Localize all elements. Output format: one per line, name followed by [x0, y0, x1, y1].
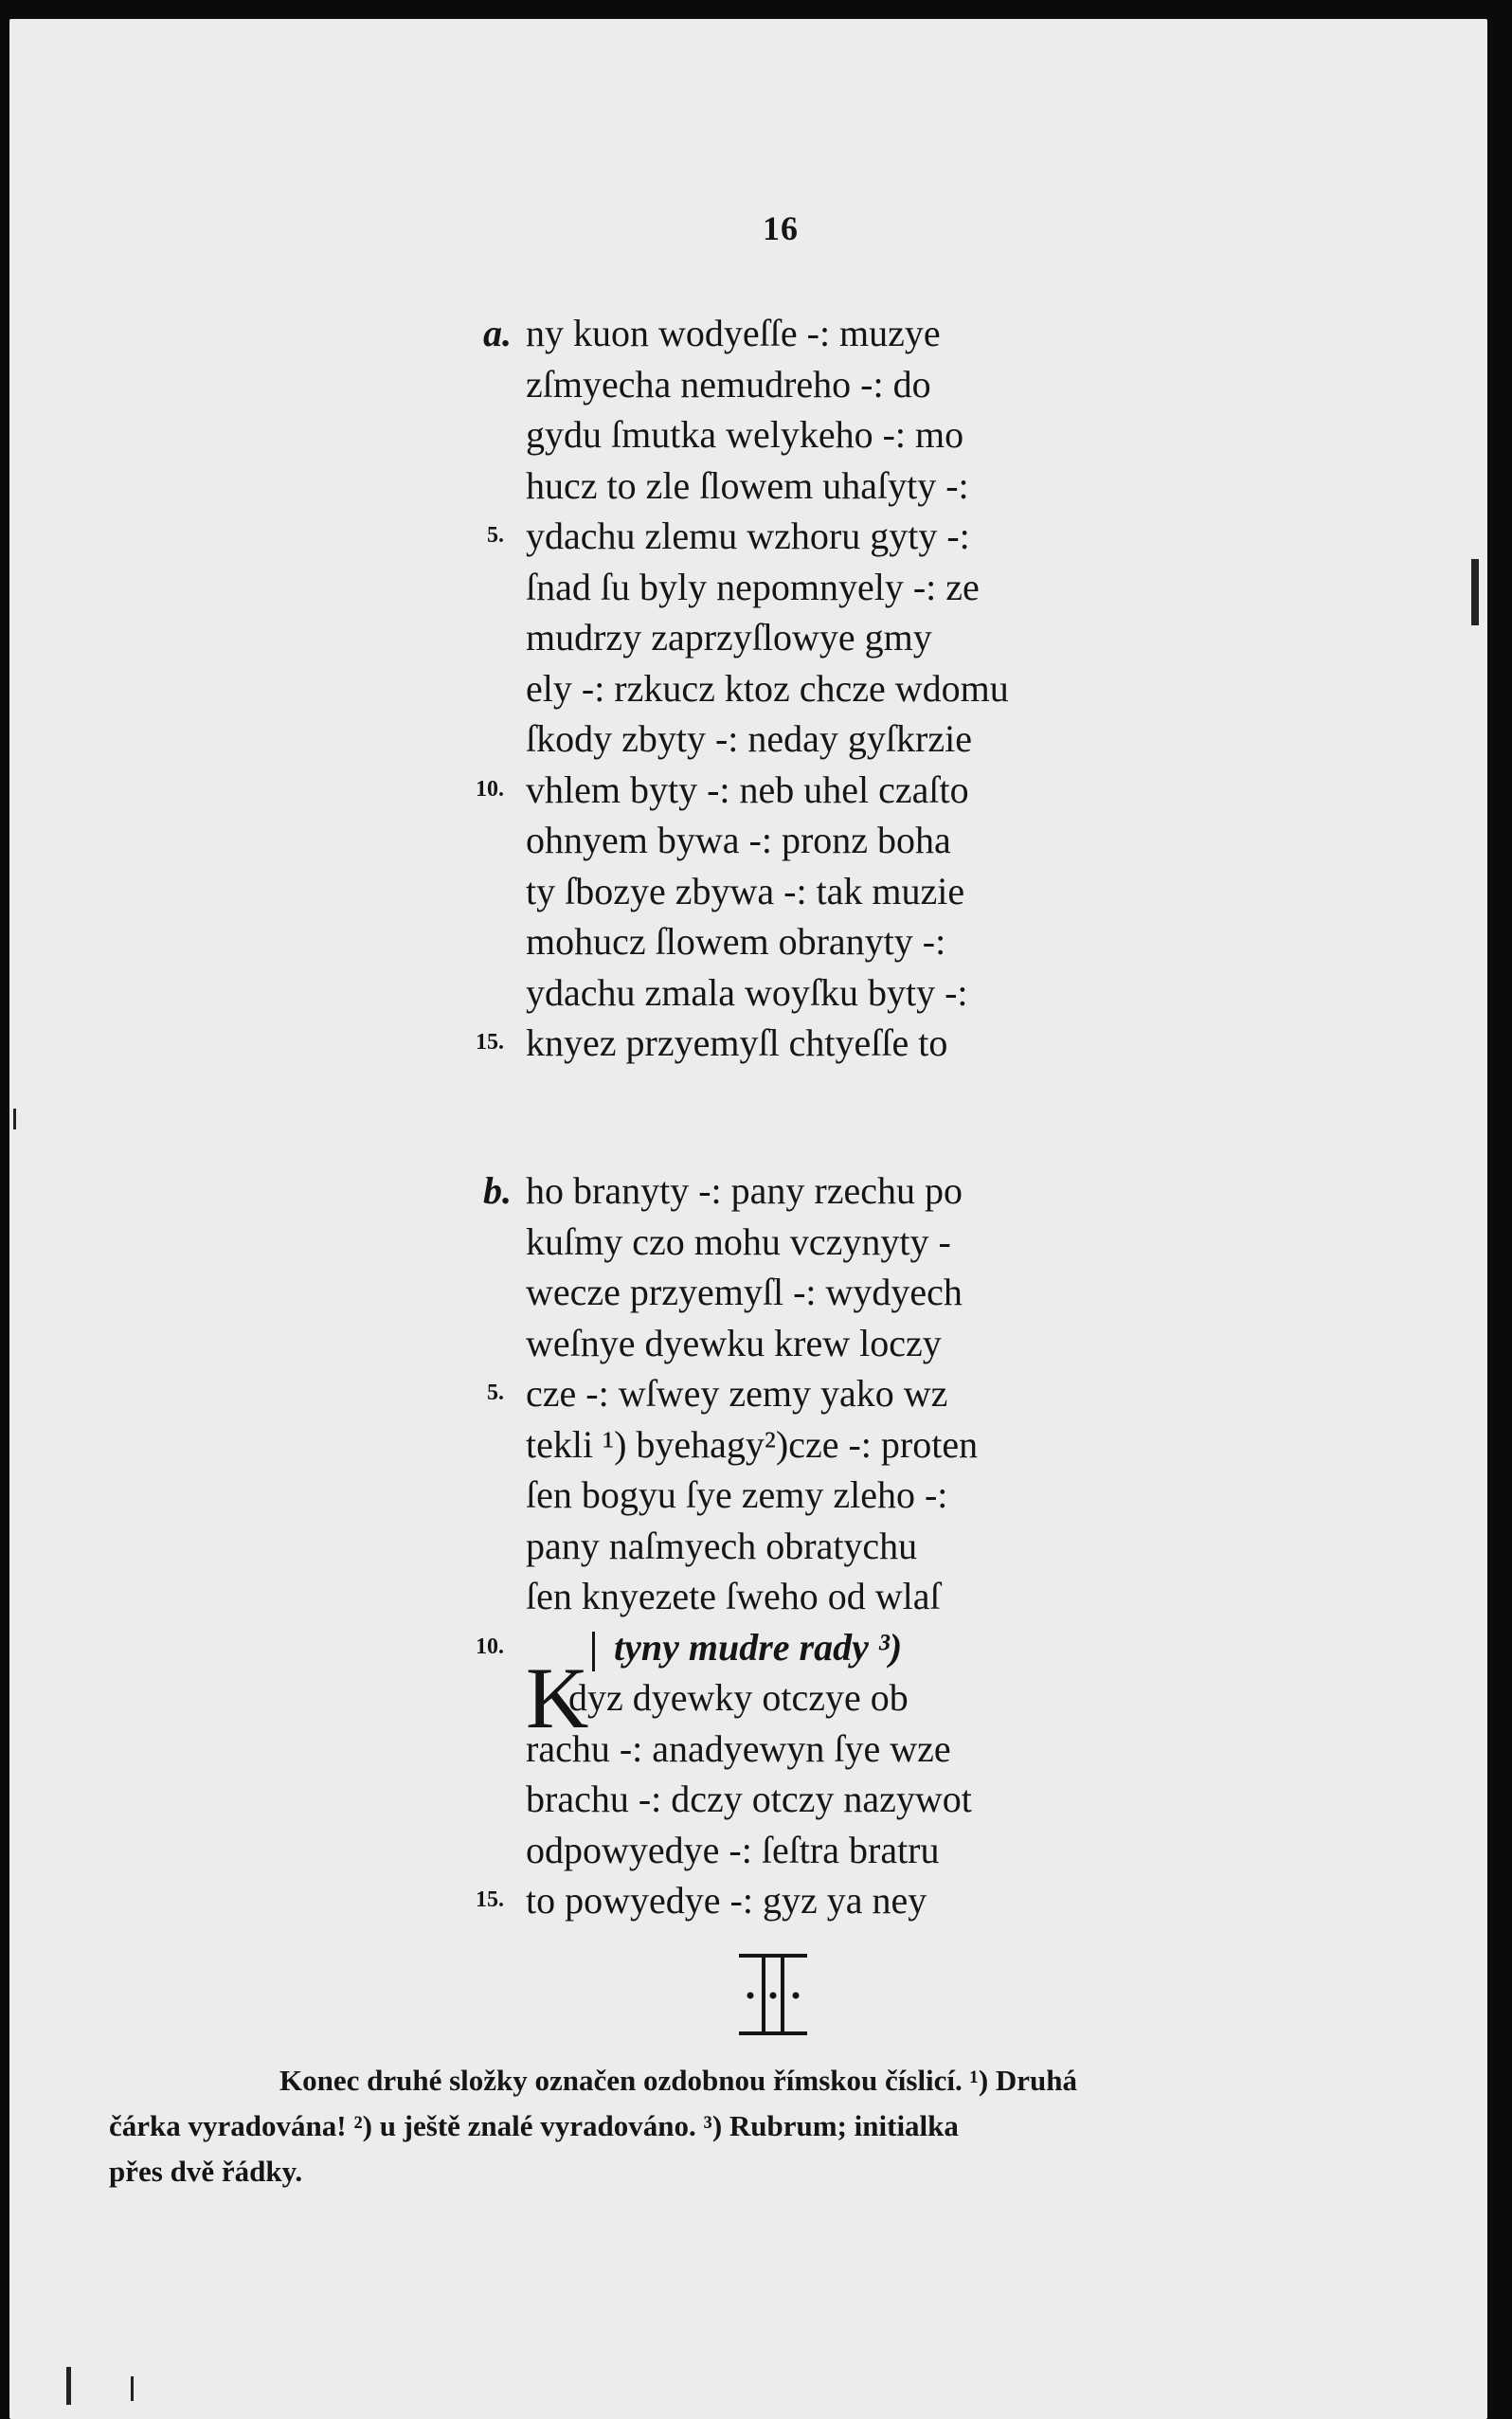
line-text: hucz to zle ſlowem uhaſyty -:: [526, 463, 969, 507]
text-line: [464, 713, 1127, 765]
initial-bar: [592, 1632, 595, 1671]
text-line: [464, 409, 1127, 460]
line-text: ydachu zmala woyſku byty -:: [526, 970, 968, 1014]
line-text: weſnye dyewku krew loczy: [526, 1321, 942, 1364]
column-marker: a.: [483, 312, 512, 354]
line-text: tyny mudre rady ³): [614, 1625, 903, 1669]
text-line: [464, 1875, 1127, 1926]
text-line: [464, 1774, 1127, 1825]
line-number: 10.: [476, 1634, 504, 1659]
text-line: [464, 1018, 1127, 1069]
line-text: knyez przyemyſl chtyeſſe to: [526, 1021, 948, 1064]
text-line: [464, 916, 1127, 967]
text-line: [464, 1672, 1127, 1724]
footnote-line: přes dvě řádky.: [109, 2155, 303, 2188]
line-text: brachu -: dczy otczy nazywot: [526, 1778, 972, 1820]
text-line: [464, 1724, 1127, 1775]
line-text: cze -: wſwey zemy yako wz: [526, 1372, 948, 1415]
line-text: to powyedye -: gyz ya ney: [526, 1879, 927, 1922]
line-text: dyz dyewky otczye ob: [568, 1676, 909, 1719]
text-line: [464, 359, 1127, 410]
line-text: gydu ſmutka welykeho -: mo: [526, 413, 964, 456]
line-number: 5.: [487, 1381, 504, 1405]
text-line: [464, 1521, 1127, 1572]
manuscript-page: [9, 19, 1487, 2419]
text-line: [464, 308, 1127, 359]
footnote-line: čárka vyradována! ²) u ještě znalé vyradováno. ³) Rubrum; initialka: [109, 2109, 959, 2142]
text-line: [464, 663, 1127, 714]
line-text: tekli ¹) byehagy²)cze -: proten: [526, 1422, 979, 1466]
text-line: [464, 967, 1127, 1019]
line-text: ohnyem bywa -: pronz boha: [526, 819, 951, 861]
roman-numeral-ornament-icon: [735, 1952, 811, 2037]
text-line: [464, 1318, 1127, 1369]
text-line: [464, 1165, 1127, 1217]
line-text: wecze przyemyſl -: wydyech: [526, 1271, 963, 1313]
line-text: zſmyecha nemudreho -: do: [526, 362, 931, 406]
line-text: ſen knyezete ſweho od wlaſ: [526, 1575, 941, 1617]
column-a: [464, 308, 1127, 1069]
footnote-line: Konec druhé složky označen ozdobnou římskou číslicí. ¹) Druhá: [279, 2064, 1078, 2097]
text-line: [464, 460, 1127, 512]
line-text: ny kuon wodyeſſe -: muzye: [526, 312, 941, 354]
line-text: pany naſmyech obratychu: [526, 1524, 918, 1567]
line-text: ydachu zlemu wzhoru gyty -:: [526, 514, 970, 557]
text-line: [464, 1368, 1127, 1419]
line-text: ho branyty -: pany rzechu po: [526, 1169, 963, 1212]
line-text: vhlem byty -: neb uhel czaſto: [526, 767, 969, 811]
editorial-footnote: [109, 2058, 1359, 2194]
line-number: 10.: [476, 776, 504, 802]
text-line: [464, 1571, 1127, 1622]
line-number: 15.: [476, 1887, 504, 1912]
column-marker: b.: [483, 1169, 512, 1212]
text-line: [464, 1470, 1127, 1521]
text-line: [464, 1825, 1127, 1876]
text-line: [464, 1267, 1127, 1318]
line-text: mohucz ſlowem obranyty -:: [526, 920, 946, 963]
text-line: [464, 1217, 1127, 1268]
line-text: odpowyedye -: ſeſtra bratru: [526, 1828, 940, 1871]
line-text: rachu -: anadyewyn ſye wze: [526, 1726, 951, 1770]
text-line: [464, 866, 1127, 917]
line-text: ſkody zbyty -: neday gyſkrzie: [526, 717, 972, 760]
text-line: [464, 765, 1127, 816]
line-number: 15.: [476, 1030, 504, 1055]
column-b: [464, 1165, 1127, 1926]
text-line: [464, 1419, 1127, 1471]
text-line: [464, 511, 1127, 562]
page-number: 16: [763, 209, 799, 247]
text-line: [464, 562, 1127, 613]
line-number: 5.: [487, 523, 504, 548]
text-line: [464, 815, 1127, 866]
line-text: mudrzy zaprzyſlowye gmy: [526, 616, 932, 659]
text-line: [464, 612, 1127, 663]
line-text: ſnad ſu byly nepomnyely -: ze: [526, 565, 980, 608]
line-text: ty ſbozye zbywa -: tak muzie: [526, 869, 965, 912]
line-text: kuſmy czo mohu vczynyty -: [526, 1219, 951, 1263]
initial-letter: K: [526, 1649, 589, 1746]
line-text: ſen bogyu ſye zemy zleho -:: [526, 1473, 948, 1516]
line-text: ely -: rzkucz ktoz chcze wdomu: [526, 666, 1009, 710]
